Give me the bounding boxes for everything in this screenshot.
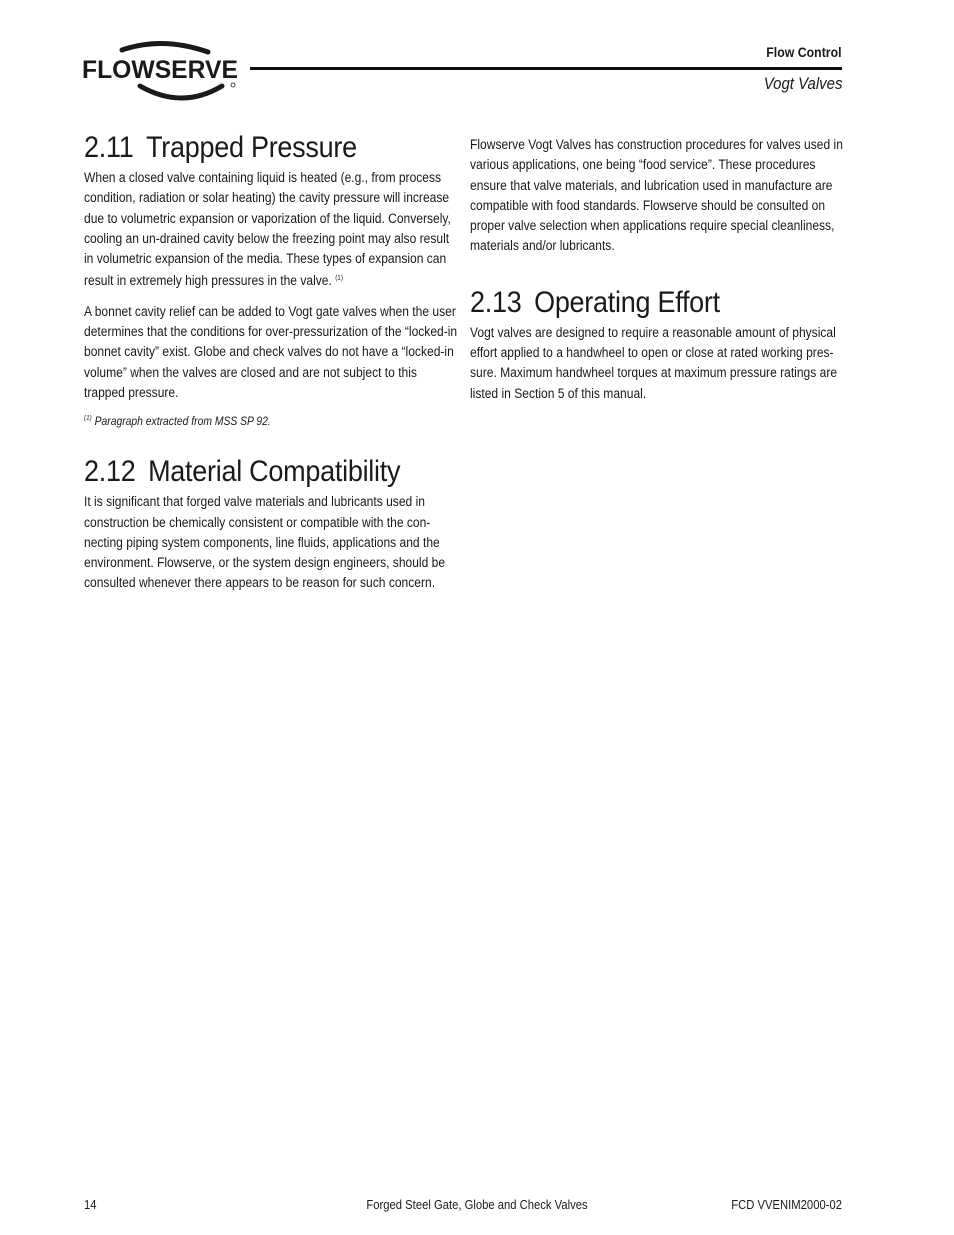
section-title: Trapped Pressure: [146, 131, 357, 164]
footnote-text: Paragraph extracted from MSS SP 92.: [94, 416, 271, 429]
header-subtitle: Vogt Valves: [763, 74, 842, 93]
food-service-paragraph: Flowserve Vogt Valves has construction procedures for valves used in various applications, one being “food service”. These procedures ensure that valve materials, and lubrication used in manufacture are compatible with food standards. Flowserve should be consulted on proper valve selection when applications require special cleanliness, materials and/or lubricants.: [470, 137, 843, 254]
flowserve-logo: [82, 40, 242, 102]
paragraph-text: When a closed valve containing liquid is heated (e.g., from process condition, radiation or solar heating) the cavity pressure will increase due to volumetric expansion or vaporization of the liquid. Conversely, cooling an un-drained cavity below the freezing point may also result in volumetric expansion of the media. These types of expansion can result in extremely high pressures in the valve.: [84, 170, 451, 289]
footnote-reference: (1): [335, 275, 343, 283]
section-number: 2.11: [84, 131, 134, 164]
operating-effort-paragraph: Vogt valves are designed to require a reasonable amount of physical effort applied to a handwheel to open or close at rated working pres- sure. Maximum handwheel torques at maximum pressure ratings are listed in Section 5 of this manual.: [470, 324, 838, 401]
section-title: Operating Effort: [534, 285, 720, 319]
svg-text:FLOWSERVE: FLOWSERVE: [82, 56, 238, 84]
left-column: [84, 130, 458, 594]
footnote: [84, 411, 458, 430]
footer-doc-code: FCD VVENIM2000-02: [731, 1198, 842, 1212]
trapped-pressure-paragraph-1: [84, 168, 458, 292]
trapped-pressure-paragraph-2: A bonnet cavity relief can be added to Vogt gate valves when the user determines that the conditions for over-pressurization of the “locked-in bonnet cavity” exist. Globe and check valves do not have a “locked-in volume” when the valves are closed and are not subject to this trapped pressure.: [84, 303, 458, 400]
section-title: Material Compatibility: [148, 455, 401, 489]
section-2-12-heading: [84, 454, 421, 490]
section-2-13-heading: [470, 285, 807, 321]
section-number: 2.12: [84, 455, 136, 489]
material-compatibility-paragraph: It is significant that forged valve materials and lubricants used in construction be chemically consistent or compatible with the con- necting piping system components, line fluids, applications and the environment. Flowserve, or the system design engineers, should be consulted whenever there appears to be reason for such concern.: [84, 494, 446, 591]
section-number: 2.13: [470, 285, 522, 319]
header-title: Flow Control: [766, 44, 842, 60]
footer-doc-title: Forged Steel Gate, Globe and Check Valves: [366, 1198, 588, 1212]
page-number: 14: [84, 1198, 97, 1212]
header-rule: [250, 67, 842, 70]
right-column: [470, 130, 844, 404]
section-2-11-heading: [84, 130, 421, 166]
footnote-mark: (1): [84, 415, 92, 423]
